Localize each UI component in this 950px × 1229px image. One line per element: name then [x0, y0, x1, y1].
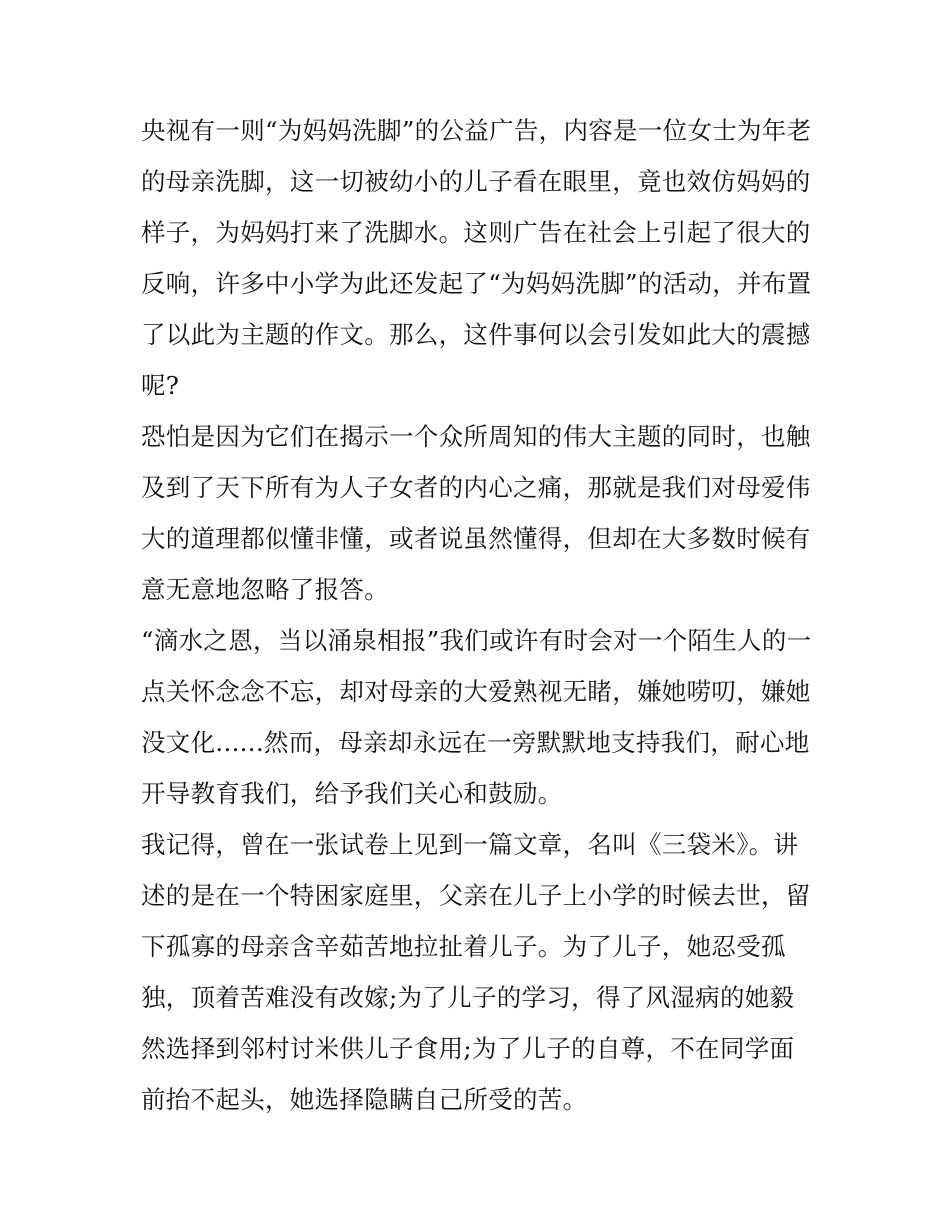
- text-line: 独，顶着苦难没有改嫁;为了儿子的学习，得了风湿病的她毅: [141, 983, 795, 1012]
- paragraph-1: [141, 105, 821, 411]
- document-body: [141, 105, 821, 1125]
- paragraph-3: [141, 615, 821, 819]
- text-line: 意无意地忽略了报答。: [141, 575, 389, 604]
- text-line: 没文化......然而，母亲却永远在一旁默默地支持我们，耐心地: [141, 728, 810, 757]
- text-line: 样子，为妈妈打来了洗脚水。这则广告在社会上引起了很大的: [141, 218, 811, 247]
- text-line: 反响，许多中小学为此还发起了“为妈妈洗脚”的活动，并布置: [141, 269, 812, 298]
- paragraph-2: [141, 411, 821, 615]
- text-line: 呢?: [141, 371, 180, 400]
- text-line: 了以此为主题的作文。那么，这件事何以会引发如此大的震撼: [141, 320, 811, 349]
- text-line: 下孤寡的母亲含辛茹苦地拉扯着儿子。为了儿子，她忍受孤: [141, 932, 786, 961]
- text-line: 我记得，曾在一张试卷上见到一篇文章，名叫《三袋米》。讲: [141, 830, 799, 859]
- text-line: 然选择到邻村讨米供儿子食用;为了儿子的自尊，不在同学面: [141, 1034, 795, 1063]
- text-line: 央视有一则“为妈妈洗脚”的公益广告，内容是一位女士为年老: [141, 116, 812, 145]
- text-line: “滴水之恩，当以涌泉相报”我们或许有时会对一个陌生人的一: [141, 626, 812, 655]
- text-line: 开导教育我们，给予我们关心和鼓励。: [141, 779, 563, 808]
- text-line: 的母亲洗脚，这一切被幼小的儿子看在眼里，竟也效仿妈妈的: [141, 167, 811, 196]
- text-line: 恐怕是因为它们在揭示一个众所周知的伟大主题的同时，也触: [141, 422, 811, 451]
- text-line: 前抬不起头，她选择隐瞒自己所受的苦。: [141, 1085, 588, 1114]
- text-line: 大的道理都似懂非懂，或者说虽然懂得，但却在大多数时候有: [141, 524, 811, 553]
- text-line: 点关怀念念不忘，却对母亲的大爱熟视无睹，嫌她唠叨，嫌她: [141, 677, 811, 706]
- text-line: 及到了天下所有为人子女者的内心之痛，那就是我们对母爱伟: [141, 473, 811, 502]
- text-line: 述的是在一个特困家庭里，父亲在儿子上小学的时候去世，留: [141, 881, 811, 910]
- paragraph-4: [141, 819, 821, 1125]
